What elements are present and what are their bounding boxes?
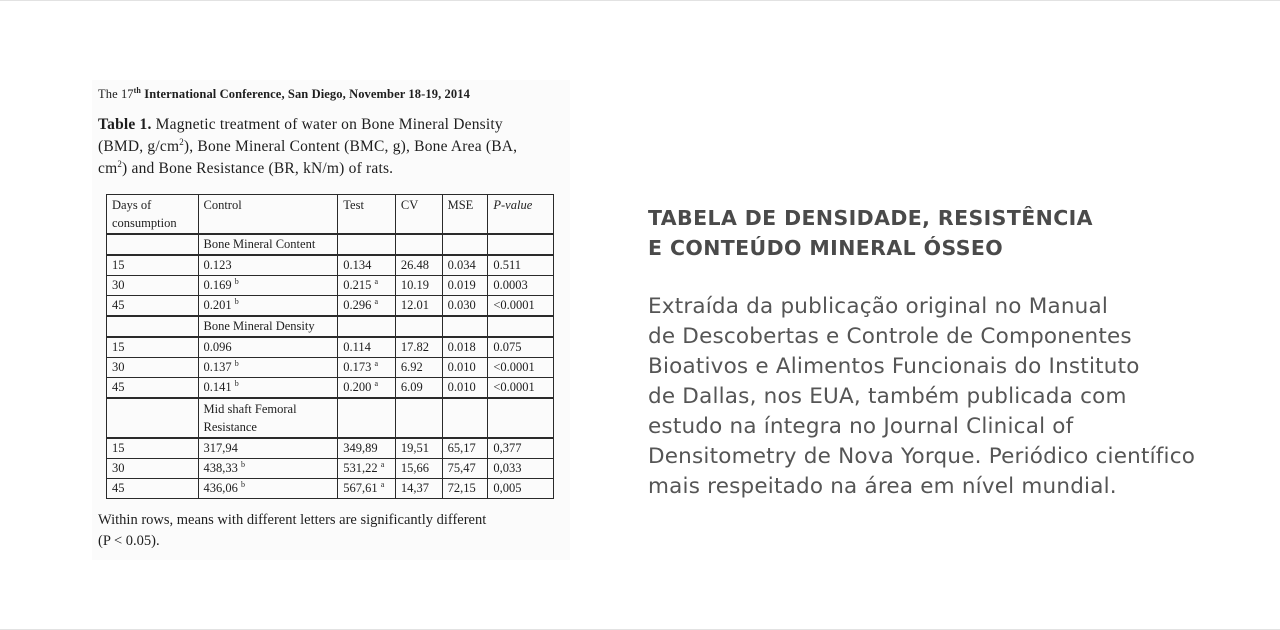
cell-test-value: 567,61 [343,481,378,495]
footnote-line: Within rows, means with different letters are significantly different [98,512,487,528]
caption-sup: 2 [117,158,123,169]
cell-day-value: 45 [112,298,125,312]
cell-test [338,276,396,296]
empty-cell [488,316,554,337]
cell-test-value: 349,89 [343,441,378,455]
cell-day [107,296,199,317]
table-body [107,234,554,499]
cell-p-value [488,378,554,399]
cell-day [107,337,199,358]
cell-p-value [488,276,554,296]
cell-cv-value: 6.09 [400,380,423,394]
cell-control [198,276,338,296]
empty-cell [338,316,396,337]
cell-day [107,276,199,296]
group-title: Mid shaft Femoral Resistance [198,398,338,438]
body-line: de Descobertas e Controle de Componentes [648,324,1132,349]
cell-p-value-value: <0.0001 [493,298,535,312]
empty-cell [395,316,442,337]
data-table [106,194,554,499]
cell-cv-value: 6.92 [400,360,423,374]
cell-day-value: 15 [112,340,125,354]
cell-test-value: 0.134 [343,258,372,272]
cell-test [338,378,396,399]
conference-header [98,86,470,102]
top-border [0,0,1280,1]
cell-mse-value: 75,47 [447,461,476,475]
cell-mse [442,459,488,479]
cell-day [107,479,199,499]
empty-cell [395,234,442,255]
cell-mse [442,479,488,499]
cell-mse [442,296,488,317]
group-title-row [107,234,554,255]
cell-cv [395,276,442,296]
cell-control-value: 0.169 [203,278,232,292]
conference-sup: th [133,86,141,95]
body-line: Densitometry de Nova Yorque. Periódico científico [648,444,1196,469]
cell-mse-value: 0.010 [447,380,476,394]
caption-line: Magnetic treatment of water on Bone Mineral Density [155,116,503,133]
cell-p-value [488,337,554,358]
footnote-line: (P < 0.05). [98,533,160,549]
cell-p-value [488,358,554,378]
cell-test-value: 0.215 [343,278,372,292]
table-row [107,459,554,479]
cell-control [198,459,338,479]
group-title-row [107,398,554,438]
cell-day [107,378,199,399]
caption-sup: 2 [179,136,184,147]
header-p-value-text: P-value [493,198,533,212]
description-paragraph [648,292,1248,502]
cell-p-value-value: 0.511 [493,258,522,272]
table-header-row [107,195,554,235]
table-row [107,337,554,358]
cell-control-value: 436,06 [203,481,238,495]
cell-test [338,337,396,358]
cell-mse-value: 0.010 [447,360,476,374]
empty-cell [442,234,488,255]
table-row [107,358,554,378]
cell-day [107,255,199,276]
cell-day [107,459,199,479]
table-row [107,438,554,459]
cell-test-value: 0.296 [343,298,372,312]
cell-control-value: 0.201 [203,298,232,312]
caption-line: (BMD, g/cm [98,138,180,155]
cell-mse-value: 0.030 [447,298,476,312]
cell-cv [395,358,442,378]
empty-cell [107,398,199,438]
conference-rest: International Conference, San Diego, November 18-19, 2014 [141,87,470,102]
scanned-table-image [92,80,570,560]
cell-mse [442,378,488,399]
header-mse: MSE [442,195,488,235]
empty-cell [338,234,396,255]
body-line: de Dallas, nos EUA, também publicada com [648,384,1127,409]
cell-day-value: 15 [112,258,125,272]
cell-mse-value: 0.034 [447,258,476,272]
caption-label: Table 1. [98,116,152,133]
cell-day-value: 45 [112,481,125,495]
header-test: Test [338,195,396,235]
cell-control-value: 0.137 [203,360,232,374]
table-row [107,276,554,296]
cell-control-letter: b [234,358,239,368]
cell-cv-value: 15,66 [400,461,429,475]
cell-day-value: 15 [112,441,125,455]
cell-mse-value: 72,15 [447,481,476,495]
caption-line: cm [98,160,118,177]
cell-mse [442,358,488,378]
header-cv: CV [395,195,442,235]
table-row [107,479,554,499]
cell-control-letter: b [234,296,239,306]
empty-cell [338,398,396,438]
cell-mse-value: 0.019 [447,278,476,292]
table-caption [98,114,568,180]
cell-control [198,296,338,317]
cell-control-value: 438,33 [203,461,238,475]
cell-day-value: 30 [112,278,125,292]
cell-p-value-value: 0.075 [493,340,522,354]
cell-p-value-value: <0.0001 [493,360,535,374]
table-footnote [98,510,568,552]
cell-p-value-value: <0.0001 [493,380,535,394]
body-line: estudo na íntegra no Journal Clinical of [648,414,1074,439]
table-row [107,378,554,399]
cell-cv-value: 12.01 [400,298,429,312]
cell-cv [395,337,442,358]
cell-test [338,459,396,479]
cell-mse-value: 65,17 [447,441,476,455]
caption-line: ), Bone Mineral Content (BMC, g), Bone Area (BA, [183,138,518,155]
empty-cell [442,398,488,438]
cell-test-value: 0.114 [343,340,371,354]
cell-test [338,438,396,459]
group-title-row [107,316,554,337]
cell-test-letter: a [374,276,379,286]
cell-day-value: 30 [112,360,125,374]
cell-cv [395,378,442,399]
body-line: Extraída da publicação original no Manual [648,294,1109,319]
group-title: Bone Mineral Density [198,316,338,337]
cell-cv-value: 17.82 [400,340,429,354]
cell-control [198,255,338,276]
cell-control-letter: b [241,459,245,469]
cell-test-value: 531,22 [343,461,378,475]
cell-mse [442,276,488,296]
cell-test-value: 0.200 [343,380,372,394]
cell-p-value [488,255,554,276]
cell-day [107,358,199,378]
cell-control-value: 317,94 [203,441,238,455]
cell-test-letter: a [380,479,385,489]
cell-test [338,296,396,317]
cell-test [338,358,396,378]
cell-mse-value: 0.018 [447,340,476,354]
cell-test-letter: a [374,296,379,306]
cell-p-value-value: 0.0003 [493,278,528,292]
caption-line: ) and Bone Resistance (BR, kN/m) of rats. [122,160,394,177]
cell-test-letter: a [374,378,379,388]
cell-test [338,255,396,276]
cell-cv-value: 19,51 [400,441,429,455]
conference-prefix: The 17 [98,87,134,102]
cell-test-value: 0.173 [343,360,372,374]
cell-p-value-value: 0,377 [493,441,522,455]
cell-control-letter: b [234,378,239,388]
cell-control-letter: b [241,479,245,489]
cell-cv [395,459,442,479]
cell-mse [442,255,488,276]
heading-line: E CONTEÚDO MINERAL ÓSSEO [648,236,1004,260]
cell-p-value [488,296,554,317]
empty-cell [107,316,199,337]
body-line: Bioativos e Alimentos Funcionais do Instituto [648,354,1140,379]
group-title: Bone Mineral Content [198,234,338,255]
cell-mse [442,438,488,459]
cell-test [338,479,396,499]
table-row [107,255,554,276]
empty-cell [488,398,554,438]
cell-control-value: 0.123 [203,258,232,272]
cell-p-value [488,438,554,459]
section-heading [648,203,1228,263]
cell-control [198,358,338,378]
cell-control [198,438,338,459]
heading-line: TABELA DE DENSIDADE, RESISTÊNCIA [648,206,1093,230]
cell-cv-value: 26.48 [400,258,429,272]
cell-control [198,337,338,358]
table-row [107,296,554,317]
cell-test-letter: a [374,358,379,368]
cell-p-value [488,459,554,479]
cell-day-value: 45 [112,380,125,394]
cell-p-value [488,479,554,499]
cell-p-value-value: 0,005 [493,481,522,495]
cell-day [107,438,199,459]
cell-cv-value: 10.19 [400,278,429,292]
empty-cell [442,316,488,337]
cell-control [198,378,338,399]
cell-mse [442,337,488,358]
header-days: Days of consumption [107,195,199,235]
cell-test-letter: a [380,459,385,469]
empty-cell [395,398,442,438]
cell-cv [395,438,442,459]
body-line: mais respeitado na área em nível mundial. [648,474,1117,499]
header-p-value [488,195,554,235]
empty-cell [488,234,554,255]
cell-cv [395,255,442,276]
cell-cv-value: 14,37 [400,481,429,495]
cell-cv [395,479,442,499]
cell-p-value-value: 0,033 [493,461,522,475]
cell-cv [395,296,442,317]
cell-control [198,479,338,499]
cell-control-value: 0.096 [203,340,232,354]
empty-cell [107,234,199,255]
cell-control-value: 0.141 [203,380,232,394]
cell-control-letter: b [234,276,239,286]
cell-day-value: 30 [112,461,125,475]
header-control: Control [198,195,338,235]
